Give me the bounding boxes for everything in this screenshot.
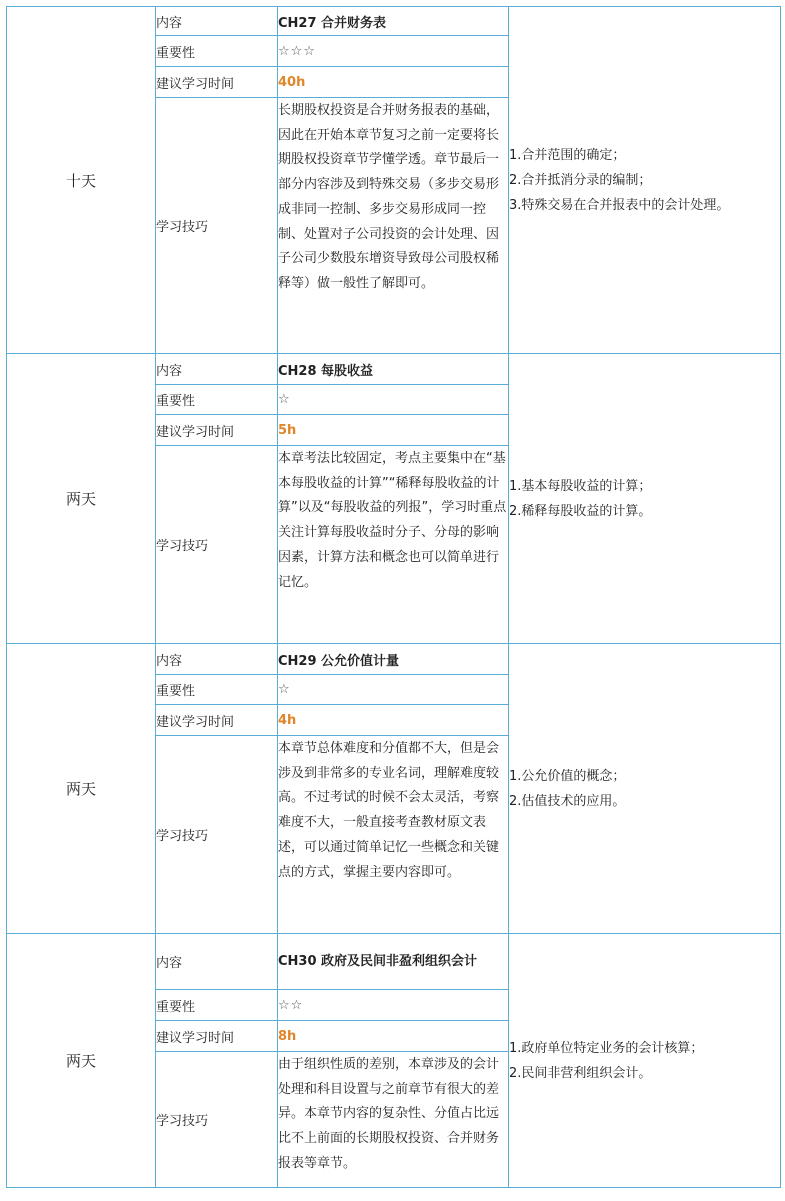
key-point: 1.政府单位特定业务的会计核算；	[509, 1040, 704, 1056]
key-point: 2.估值技术的应用。	[509, 793, 626, 809]
study-plan-table	[6, 6, 781, 1188]
section-2-key-points	[509, 354, 781, 644]
study-tips-label: 学习技巧	[156, 1052, 278, 1188]
section-3-key-points	[509, 644, 781, 934]
study-tips-label: 学习技巧	[156, 446, 278, 644]
section-1-key-points	[509, 7, 781, 354]
key-point: 2.合并抵消分录的编制；	[509, 172, 652, 188]
importance-label: 重要性	[156, 675, 278, 705]
importance-stars: ☆	[278, 385, 509, 415]
key-point: 2.民间非营利组织会计。	[509, 1065, 652, 1081]
importance-stars: ☆	[278, 675, 509, 705]
content-label: 内容	[156, 7, 278, 36]
study-tips-text: 由于组织性质的差别，本章涉及的会计处理和科目设置与之前章节有很大的差异。本章节内容的复杂性、分值占比远比不上前面的长期股权投资、合并财务报表等章节。	[278, 1052, 509, 1188]
content-label: 内容	[156, 354, 278, 385]
content-label: 内容	[156, 644, 278, 675]
key-point: 2.稀释每股收益的计算。	[509, 503, 652, 519]
study-tips-label: 学习技巧	[156, 736, 278, 934]
study-time-value: 40h	[278, 67, 509, 98]
section-3-days: 两天	[7, 644, 156, 934]
chapter-title: CH29 公允价值计量	[278, 644, 509, 675]
importance-label: 重要性	[156, 36, 278, 67]
section-4-key-points	[509, 934, 781, 1188]
study-tips-text: 本章考法比较固定，考点主要集中在“基本每股收益的计算”“稀释每股收益的计算”以及“每股收益的列报”，学习时重点关注计算每股收益时分子、分母的影响因素，计算方法和概念也可以简单进行记忆。	[278, 446, 509, 644]
study-time-label: 建议学习时间	[156, 705, 278, 736]
chapter-title: CH28 每股收益	[278, 354, 509, 385]
importance-stars: ☆☆	[278, 990, 509, 1021]
study-time-label: 建议学习时间	[156, 67, 278, 98]
study-tips-text: 本章节总体难度和分值都不大，但是会涉及到非常多的专业名词，理解难度较高。不过考试的时候不会太灵活，考察难度不大，一般直接考查教材原文表述，可以通过简单记忆一些概念和关键点的方式，掌握主要内容即可。	[278, 736, 509, 934]
study-time-value: 5h	[278, 415, 509, 446]
study-tips-text: 长期股权投资是合并财务报表的基础，因此在开始本章节复习之前一定要将长期股权投资章节学懂学透。章节最后一部分内容涉及到特殊交易（多步交易形成非同一控制、多步交易形成同一控制、处置对子公司投资的会计处理、因子公司少数股东增资导致母公司股权稀释等）做一般性了解即可。	[278, 98, 509, 354]
study-time-label: 建议学习时间	[156, 1021, 278, 1052]
key-point: 1.基本每股收益的计算；	[509, 478, 652, 494]
study-time-value: 8h	[278, 1021, 509, 1052]
study-tips-label: 学习技巧	[156, 98, 278, 354]
key-point: 3.特殊交易在合并报表中的会计处理。	[509, 197, 730, 213]
section-4-days: 两天	[7, 934, 156, 1188]
key-point: 1.公允价值的概念；	[509, 768, 626, 784]
importance-label: 重要性	[156, 990, 278, 1021]
section-1-content-row	[7, 7, 781, 36]
section-2-days: 两天	[7, 354, 156, 644]
importance-stars: ☆☆☆	[278, 36, 509, 67]
content-label: 内容	[156, 934, 278, 990]
study-time-label: 建议学习时间	[156, 415, 278, 446]
importance-label: 重要性	[156, 385, 278, 415]
key-point: 1.合并范围的确定；	[509, 147, 626, 163]
chapter-title: CH27 合并财务表	[278, 7, 509, 36]
study-time-value: 4h	[278, 705, 509, 736]
chapter-title: CH30 政府及民间非盈利组织会计	[278, 934, 509, 990]
section-1-days: 十天	[7, 7, 156, 354]
